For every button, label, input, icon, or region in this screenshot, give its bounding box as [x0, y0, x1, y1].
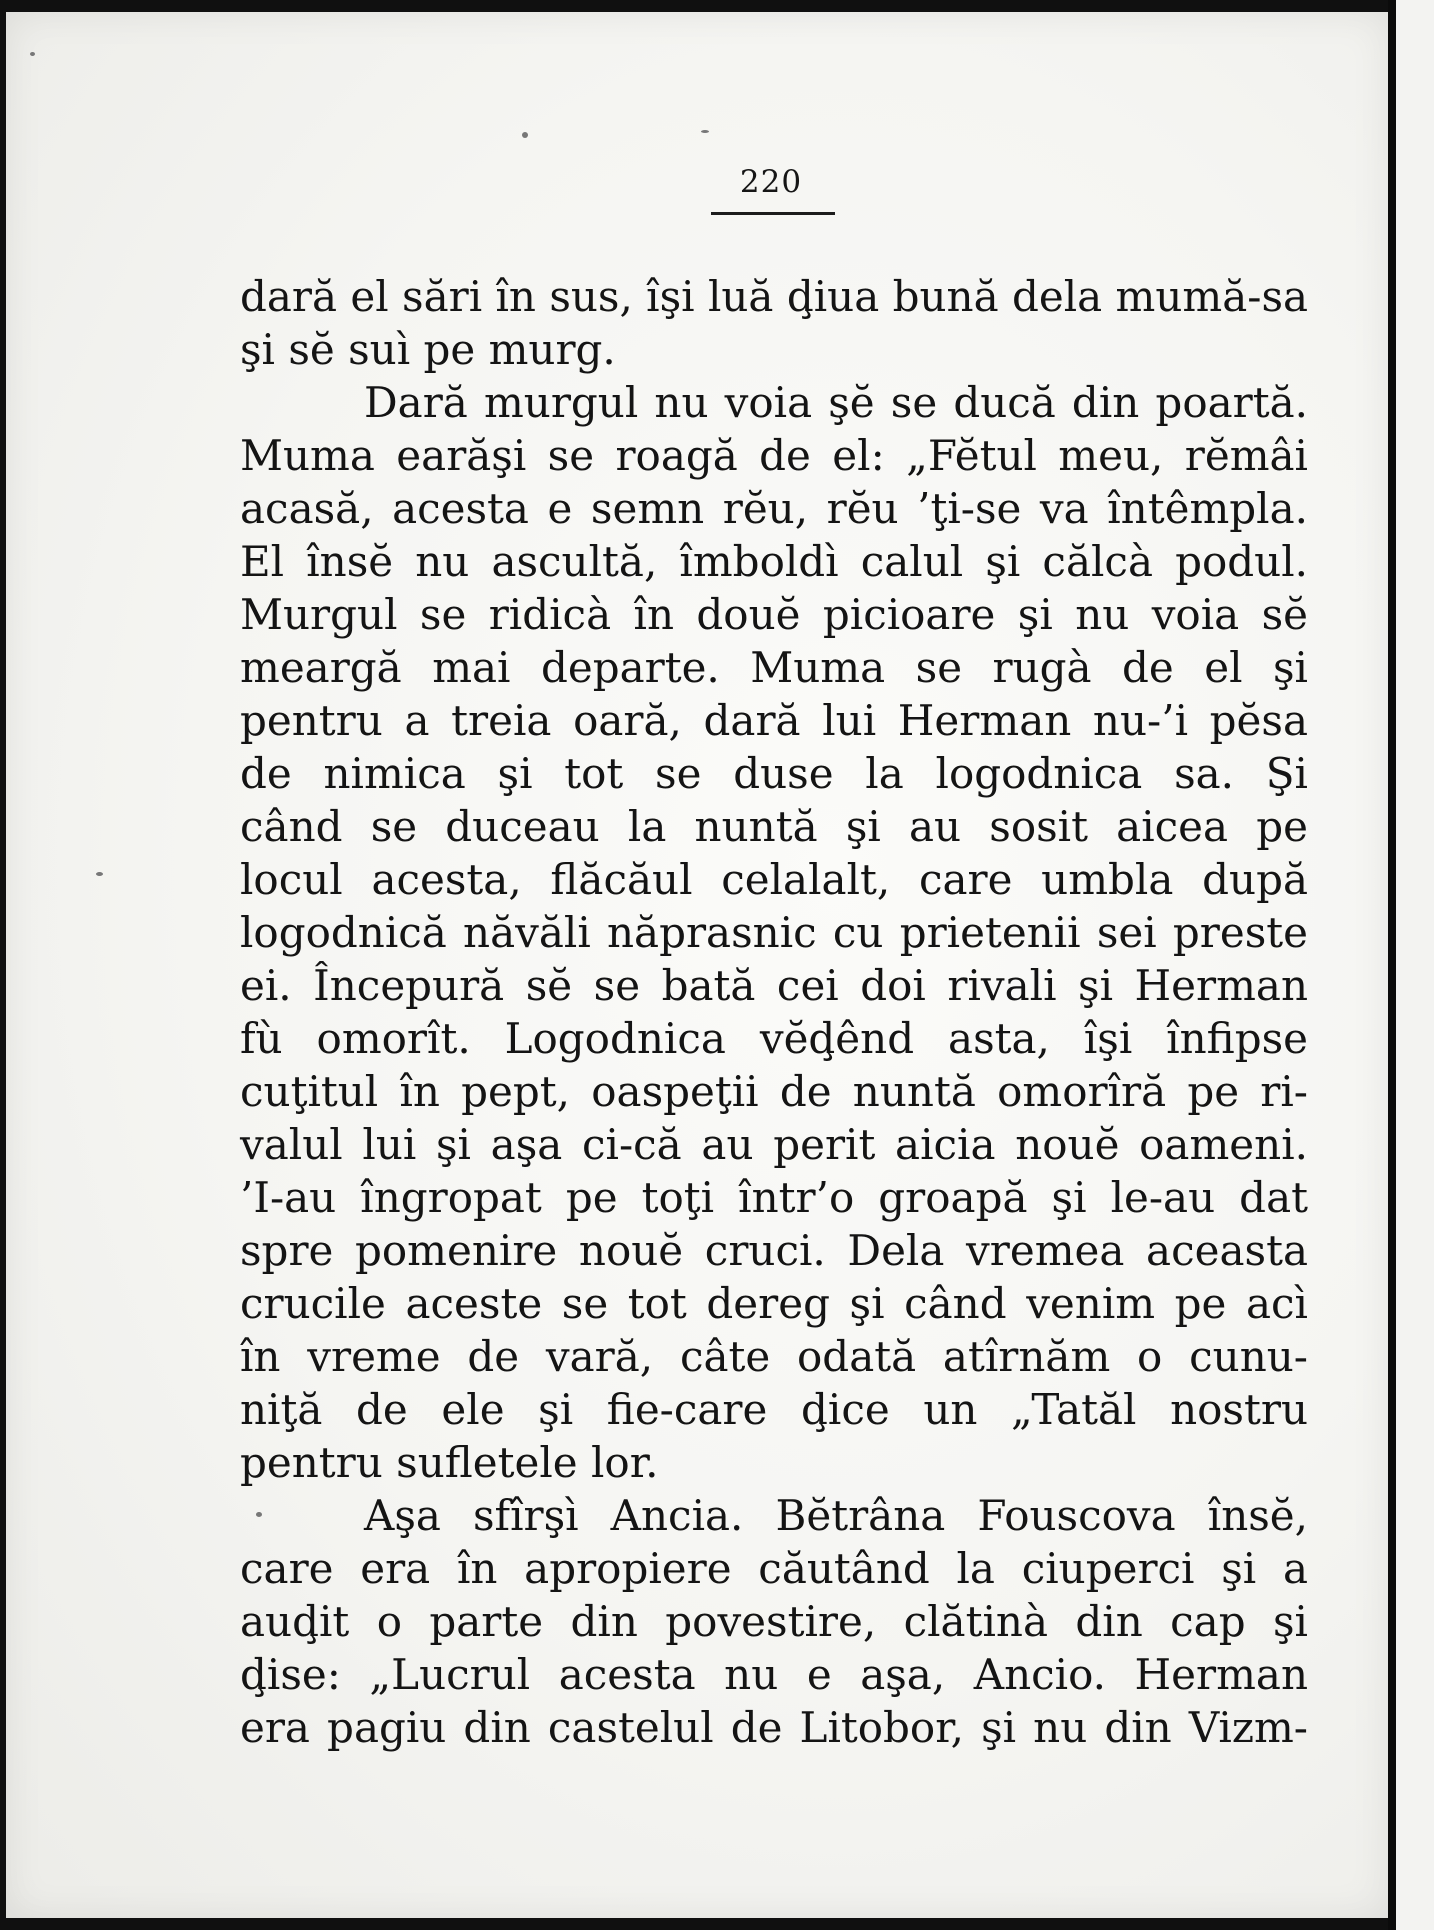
text-line: acasă, acesta e semn rĕu, rĕu ’ţi-se va întêmpla. [240, 484, 1308, 533]
text-line: valul lui şi aşa ci-că au perit aicia nouĕ oameni. [240, 1120, 1308, 1169]
text-line: pentru sufletele lor. [240, 1438, 659, 1487]
text-line: El însĕ nu ascultă, îmboldì calul şi călcà podul. [240, 537, 1308, 586]
page-number-rule [711, 212, 835, 215]
text-line: auḑit o parte din povestire, clătinà din cap şi [240, 1597, 1308, 1646]
text-line: ei. Începură sĕ se bată cei doi rivali şi Herman [240, 961, 1308, 1010]
text-line: logodnică năvăli năprasnic cu prietenii sei preste [240, 908, 1308, 957]
text-line: de nimica şi tot se duse la logodnica sa. Şi [240, 749, 1308, 798]
text-line: în vreme de vară, câte odată atîrnăm o cunu- [240, 1332, 1308, 1381]
text-line: când se duceau la nuntă şi au sosit aicea pe [240, 802, 1308, 851]
text-line: meargă mai departe. Muma se rugà de el şi [240, 643, 1308, 692]
text-line: Dară murgul nu voia şĕ se ducă din poartă. [364, 378, 1308, 427]
paper-sheet [6, 12, 1388, 1918]
adjacent-page-edge [1396, 0, 1434, 1930]
scan-speck [522, 132, 528, 138]
text-line: dară el sări în sus, îşi luă ḑiua bună dela mumă-sa [240, 272, 1309, 321]
text-line: ’I-au îngropat pe toţi într’o groapă şi le-au dat [240, 1173, 1308, 1222]
text-line: crucile aceste se tot dereg şi când venim pe acì [240, 1279, 1308, 1328]
text-line: ḑise: „Lucrul acesta nu e aşa, Ancio. Herman [240, 1650, 1308, 1699]
scan-speck [256, 1512, 262, 1517]
page-gutter [1388, 0, 1396, 1930]
scan-speck [96, 872, 103, 876]
text-line: pentru a treia oară, dară lui Herman nu-’i pĕsa [240, 696, 1308, 745]
text-line: Muma earăşi se roagă de el: „Fĕtul meu, rĕmâi [240, 431, 1308, 480]
text-line: era pagiu din castelul de Litobor, şi nu din Vizm- [240, 1703, 1308, 1752]
body-text [240, 270, 1308, 1754]
text-line: şi sĕ suì pe murg. [240, 325, 616, 374]
text-line: care era în apropiere căutând la ciuperci şi a [240, 1544, 1308, 1593]
text-line: fù omorît. Logodnica vĕḑênd asta, îşi înfipse [240, 1014, 1308, 1063]
text-line: spre pomenire nouĕ cruci. Dela vremea aceasta [240, 1226, 1308, 1275]
text-line: locul acesta, flăcăul celalalt, care umbla după [240, 855, 1308, 904]
scan-speck [701, 130, 709, 133]
text-line: niţă de ele şi fie-care ḑice un „Tatăl nostru [240, 1385, 1308, 1434]
scan-speck [30, 52, 35, 56]
page-number: 220 [739, 164, 803, 200]
text-line: Aşa sfîrşì Ancia. Bĕtrâna Fouscova însĕ, [364, 1491, 1308, 1540]
text-line: Murgul se ridicà în douĕ picioare şi nu voia sĕ [240, 590, 1308, 639]
text-line: cuţitul în pept, oaspeţii de nuntă omorîră pe ri- [240, 1067, 1308, 1116]
